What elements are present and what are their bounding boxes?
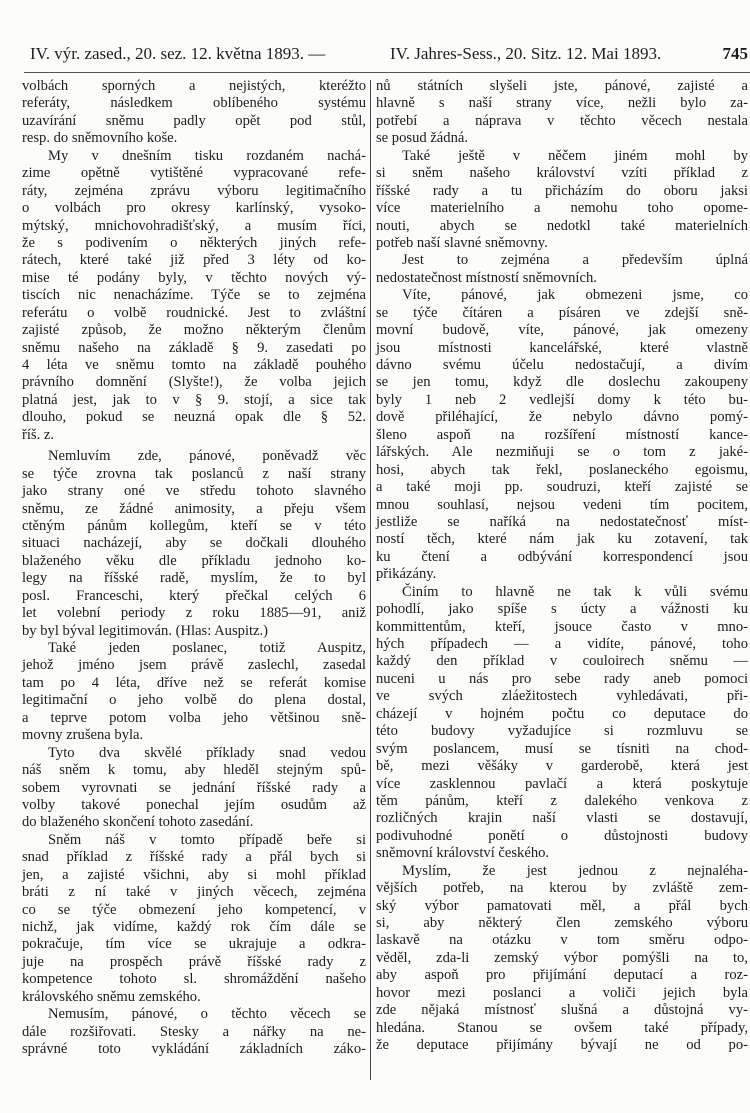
- text-line: dově přiléhající, že nebylo dávno pomý-: [376, 409, 748, 426]
- text-line: této budovy vyžadujíce si rozmluvu se: [376, 723, 748, 740]
- text-line: že deputace přijímány bývají ne od po-: [376, 1037, 748, 1054]
- text-line: ností těch, které nám jak ku zotavení, tak: [376, 531, 748, 548]
- text-line: let volební periody z roku 1885—91, aniž: [22, 605, 366, 622]
- paragraph: [22, 448, 366, 640]
- text-line: potřeb naší slavné sněmovny.: [376, 234, 548, 251]
- text-line: Také ještě v něčem jiném mohl by: [402, 147, 748, 164]
- running-header: [30, 44, 748, 68]
- page-number: 745: [722, 44, 748, 63]
- text-line: přikázány.: [376, 566, 437, 583]
- text-line: a také moji pp. soudruzi, kteří zajisté se: [376, 479, 748, 496]
- header-rule: [24, 72, 750, 73]
- text-line: těm pánům, kteří z dalekého venkova z: [376, 792, 748, 809]
- text-line: posl. Franceschi, který přečkal celých 6: [22, 587, 366, 604]
- text-line: kompetence tohoto sl. shromáždění našeho: [22, 971, 366, 988]
- text-line: a teprve potom volba jeho většinou sně-: [22, 709, 366, 726]
- text-line: potřebí a náprava v těchto věcech nestala: [376, 112, 748, 129]
- text-line: nouti, abych se nedotkl také materielních: [376, 217, 748, 234]
- text-line: snad příklad z říšské rady a přál bych si: [22, 849, 366, 866]
- text-line: blaženého věku dle příkladu jednoho ko-: [22, 552, 366, 569]
- right-column: [376, 78, 748, 1055]
- text-line: jen, a zajisté všichni, aby si mohl příklad: [22, 866, 366, 883]
- text-line: dále rozšiřovati. Stesky a nářky na ne-: [22, 1023, 366, 1040]
- text-line: hovor mezi poslanci a voliči jejich byla: [376, 984, 748, 1001]
- text-line: si, aby některý člen zemského výboru: [376, 915, 748, 931]
- text-line: zde nějaká místnosť slušná a důstojná vy-: [376, 1002, 748, 1019]
- text-line: kommittentům, kteří, jsouce často v mno-: [376, 618, 748, 635]
- text-line: mnou souhlasí, nejsou vedeni tím pocitem,: [376, 496, 748, 513]
- text-line: bě, mezi věšáky v garderobě, která jest: [376, 758, 748, 775]
- text-line: více zasklennou pavlačí a která poskytuje: [376, 775, 748, 792]
- text-line: sněmu, ze žádné animosity, a přeju všem: [22, 500, 366, 517]
- text-line: se posud žádná.: [376, 130, 468, 147]
- text-line: jako strany oné ve středu tohoto slavného: [22, 483, 366, 500]
- paragraph: [22, 832, 366, 1006]
- text-line: svým poslancem, musí se tísniti na chod-: [376, 740, 748, 757]
- text-line: platná jest, jak to v § 9. stojí, a sice tak: [22, 391, 366, 408]
- text-line: movní budově, víte, pánové, jak omezeny: [376, 322, 748, 339]
- text-line: rozličných krajin naší vlasti se dostavují,: [376, 810, 748, 827]
- text-line: laskavě na otázku v tom směru odpo-: [376, 932, 748, 949]
- text-line: co se týče obmezení jeho kompetencí, v: [22, 901, 366, 918]
- text-line: do blaženého skončení tohoto zasedání.: [22, 814, 254, 831]
- text-line: ský výbor pamatovati měl, a přál bych: [376, 897, 748, 914]
- text-line: si sněm našeho království vzíti příklad z: [376, 165, 748, 182]
- text-line: sněmovní království českého.: [376, 845, 550, 862]
- paragraph: [376, 148, 748, 253]
- text-line: věděl, zda-li zemský výbor pomýšli na to,: [376, 949, 748, 966]
- text-line: movny zrušena byla.: [22, 727, 144, 744]
- text-line: Myslím, že jest jednou z nejnaléha-: [402, 862, 748, 879]
- text-line: ku čtení a odbývání korrespondencí jsou: [376, 548, 748, 565]
- text-line: každý den příklad v couloirech sněmu —: [376, 653, 748, 670]
- text-line: hlavně s naší strany více, nežli bylo za-: [376, 95, 748, 112]
- text-line: referáty, následkem oblíbeného systému: [22, 95, 366, 112]
- text-line: zajisté způsob, že možno některým členům: [22, 322, 366, 339]
- text-line: mýtský, mnichovohradišťský, a musím říci,: [22, 217, 366, 234]
- text-line: Jest to zejména a především úplná: [402, 252, 748, 269]
- text-line: ctěným pánům kollegům, kteří se v této: [22, 517, 366, 534]
- text-line: Také jeden poslanec, totiž Auspitz,: [48, 640, 366, 656]
- text-line: Činím to hlavně ne tak k vůli svému: [402, 583, 748, 600]
- text-line: legitimační o jeho volbě do plena dostal,: [22, 692, 366, 709]
- text-line: tam po 4 léta, dříve než se referát komise: [22, 674, 366, 691]
- text-line: bráti z ní také v jiných věcech, zejména: [22, 884, 366, 901]
- text-line: vějších potřeb, na kterou by zvláště zem-: [376, 880, 748, 897]
- text-line: sněmu našeho na základě § 9. zasedati po: [22, 339, 366, 356]
- text-line: právního domnění (Slyšte!), že volba jejich: [22, 374, 366, 391]
- text-line: ráty, zejména zprávu výboru legitimačního: [22, 182, 366, 199]
- text-line: tiscích nic nenacházíme. Týče se to zejména: [22, 287, 366, 304]
- text-line: hých případech — a vidíte, pánové, toho: [376, 636, 748, 652]
- text-line: hosi, abych tak řekl, poslaneckého egoismu,: [376, 461, 748, 478]
- text-line: referátu o volbě roudnické. Jest to zvláštní: [22, 304, 366, 321]
- text-line: by byl býval legitimován. (Hlas: Auspitz.): [22, 622, 269, 639]
- text-line: nů státních slyšeli jste, pánové, zajisté a: [376, 78, 748, 94]
- text-line: Sněm náš v tomto případě beře si: [48, 831, 366, 848]
- text-line: královského sněmu zemského.: [22, 988, 201, 1005]
- text-line: Víte, pánové, jak obmezeni jsme, co: [402, 287, 748, 304]
- text-line: volbách sporných a nejistých, kteréžto: [22, 78, 366, 94]
- header-german: IV. Jahres-Sess., 20. Sitz. 12. Mai 1893.: [390, 44, 662, 63]
- text-line: My v dnešním tisku rozdaném nachá-: [48, 147, 366, 164]
- text-line: šleno aspoň na rozšíření místností kance-: [376, 426, 748, 443]
- column-divider: [370, 80, 371, 1080]
- paragraph: [22, 1006, 366, 1058]
- left-column: [22, 78, 366, 1059]
- text-line: zime opětně vytištěné vypracované refe-: [22, 165, 366, 182]
- text-line: se jen tomu, když dle doslechu zakoupeny: [376, 374, 748, 391]
- text-line: dávno svému účelu nedostačují, a divím: [376, 357, 748, 373]
- text-line: 4 léta ve sněmu tomto na základě pouhého: [22, 357, 366, 373]
- text-line: volby takové ponechal jejím osudům až: [22, 796, 366, 813]
- paragraph: [376, 252, 748, 287]
- text-line: lářských. Ale nezmiňuji se o tom z jaké-: [376, 444, 748, 461]
- text-line: byly 1 neb 2 vedlejší domy k této bu-: [376, 391, 748, 408]
- text-line: ve svých zláežitostech vyhledávati, při-: [376, 688, 748, 705]
- text-line: cházejí v hojném počtu co deputace do: [376, 705, 748, 722]
- text-line: se týče zrovna tak poslanců z naší strany: [22, 465, 366, 482]
- text-line: nedostatečnost místností sněmovních.: [376, 269, 597, 286]
- paragraph: [376, 584, 748, 863]
- paragraph: [22, 640, 366, 745]
- text-line: jsou místnosti kancelářské, které vlastně: [376, 339, 748, 356]
- text-line: resp. do sněmovního koše.: [22, 130, 178, 147]
- paragraph: [376, 863, 748, 1055]
- text-line: říšské rady a tu přicházím do oboru jaksi: [376, 182, 748, 199]
- text-line: mise té podány byly, v těchto nových vý-: [22, 269, 366, 286]
- text-line: že s podivením o některých jiných refe-: [22, 234, 366, 251]
- text-line: pokračuje, tím více se ukrajuje a odkra-: [22, 936, 366, 953]
- text-line: juje na prospěch právě říšské rady z: [22, 953, 366, 970]
- text-line: nichž, jak vidíme, každý rok čím dále se: [22, 919, 366, 935]
- text-line: Nemusím, pánové, o těchto věcech se: [48, 1006, 366, 1023]
- text-line: náš sněm k tomu, aby hleděl stejným spů-: [22, 762, 366, 779]
- text-line: legy na říšské radě, myslím, že to byl: [22, 570, 366, 587]
- text-line: dlouho, pokud se neuzná opak dle § 52.: [22, 409, 366, 426]
- paragraph: [376, 78, 748, 148]
- text-line: se týče čítáren a písáren ve zdejší sně-: [376, 304, 748, 321]
- text-line: pohodlí, jako spíše s úcty a vážnosti ku: [376, 601, 748, 618]
- text-line: situaci nacházejí, aby se dočkali dlouhého: [22, 535, 366, 552]
- paragraph: [22, 78, 366, 148]
- paragraph: [22, 148, 366, 444]
- text-line: jestliže se naříká na nedostatečnosť míst-: [376, 513, 748, 530]
- text-line: aby aspoň pro přijímání deputací a roz-: [376, 967, 748, 984]
- header-czech: IV. výr. zased., 20. sez. 12. května 1893. —: [30, 44, 326, 63]
- text-line: správné toto vykládání základních záko-: [22, 1041, 366, 1058]
- text-line: Nemluvím zde, pánové, poněvadž věc: [48, 448, 366, 465]
- text-line: jehož jméno jsem právě zaslechl, zasedal: [22, 657, 366, 674]
- paragraph: [376, 287, 748, 583]
- text-line: Tyto dva skvělé příklady snad vedou: [48, 744, 366, 761]
- text-line: říš. z.: [22, 426, 55, 443]
- text-line: rátech, které také již před 3 léty od ko-: [22, 252, 366, 269]
- text-line: o volbách pro okresy karlínský, vysoko-: [22, 200, 366, 217]
- text-line: více materielního a nemohu toho opome-: [376, 200, 748, 217]
- text-line: podivuhodné ponětí o důstojnosti budovy: [376, 827, 748, 844]
- text-line: sobem vyrovnati se jednání říšské rady a: [22, 779, 366, 796]
- text-line: hledána. Stanou se ovšem také případy,: [376, 1019, 748, 1036]
- paragraph: [22, 745, 366, 832]
- text-line: nuceni u nás pro sebe rady aneb pomoci: [376, 670, 748, 687]
- text-line: uzavírání sněmu padly opět pod stůl,: [22, 112, 366, 129]
